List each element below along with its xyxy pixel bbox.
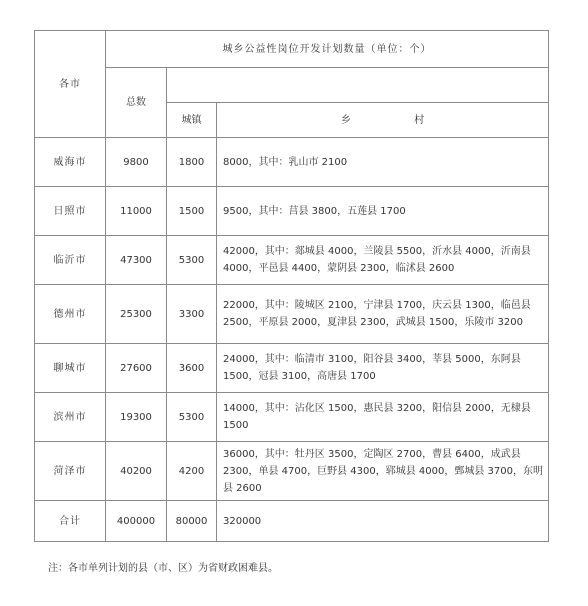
row-rural: 42000，其中：郯城县 4000，兰陵县 5500，沂水县 4000，沂南县 4000，平邑县 4400，蒙阴县 2300，临沭县 2600	[217, 236, 549, 285]
row-total: 40200	[106, 442, 167, 501]
table-row-total	[35, 501, 549, 542]
table-row	[35, 138, 549, 187]
row-rural: 8000，其中：乳山市 2100	[217, 138, 549, 187]
table-row	[35, 393, 549, 442]
row-total: 19300	[106, 393, 167, 442]
row-rural: 9500，其中：莒县 3800，五莲县 1700	[217, 187, 549, 236]
job-plan-table	[34, 30, 549, 542]
row-city: 临沂市	[35, 236, 106, 285]
row-urban: 3600	[167, 344, 217, 393]
row-city: 德州市	[35, 285, 106, 344]
row-rural: 22000，其中：陵城区 2100，宁津县 1700，庆云县 1300，临邑县 2500，平原县 2000，夏津县 2300，武城县 1500，乐陵市 3200	[217, 285, 549, 344]
row-urban: 5300	[167, 236, 217, 285]
row-city: 威海市	[35, 138, 106, 187]
row-city: 滨州市	[35, 393, 106, 442]
header-urban: 城镇	[167, 103, 217, 138]
row-urban: 80000	[167, 501, 217, 542]
table-row	[35, 442, 549, 501]
row-urban: 4200	[167, 442, 217, 501]
row-rural: 24000，其中：临清市 3100，阳谷县 3400，莘县 5000，东阿县 1500，冠县 3100，高唐县 1700	[217, 344, 549, 393]
table-row	[35, 236, 549, 285]
header-rural: 乡 村	[217, 103, 549, 138]
row-rural: 320000	[217, 501, 549, 542]
row-rural: 36000，其中：牡丹区 3500，定陶区 2700，曹县 6400，成武县 2300，单县 4700，巨野县 4300，郓城县 4000，鄄城县 3700，东明县 2600	[217, 442, 549, 501]
row-total: 27600	[106, 344, 167, 393]
row-total: 400000	[106, 501, 167, 542]
table-title: 城乡公益性岗位开发计划数量（单位：个）	[106, 31, 549, 68]
table-row	[35, 344, 549, 393]
row-city: 聊城市	[35, 344, 106, 393]
header-total: 总数	[106, 68, 167, 138]
row-total: 25300	[106, 285, 167, 344]
row-urban: 1500	[167, 187, 217, 236]
header-city: 各市	[35, 31, 106, 138]
row-city: 日照市	[35, 187, 106, 236]
row-city: 合计	[35, 501, 106, 542]
header-blank	[167, 68, 549, 103]
row-urban: 1800	[167, 138, 217, 187]
row-city: 菏泽市	[35, 442, 106, 501]
row-total: 47300	[106, 236, 167, 285]
row-rural: 14000，其中：沾化区 1500，惠民县 3200，阳信县 2000，无棣县 1500	[217, 393, 549, 442]
row-total: 9800	[106, 138, 167, 187]
row-urban: 5300	[167, 393, 217, 442]
table-footnote: 注：各市单列计划的县（市、区）为省财政困难县。	[48, 563, 278, 574]
row-total: 11000	[106, 187, 167, 236]
row-urban: 3300	[167, 285, 217, 344]
table-row	[35, 187, 549, 236]
table-row	[35, 285, 549, 344]
